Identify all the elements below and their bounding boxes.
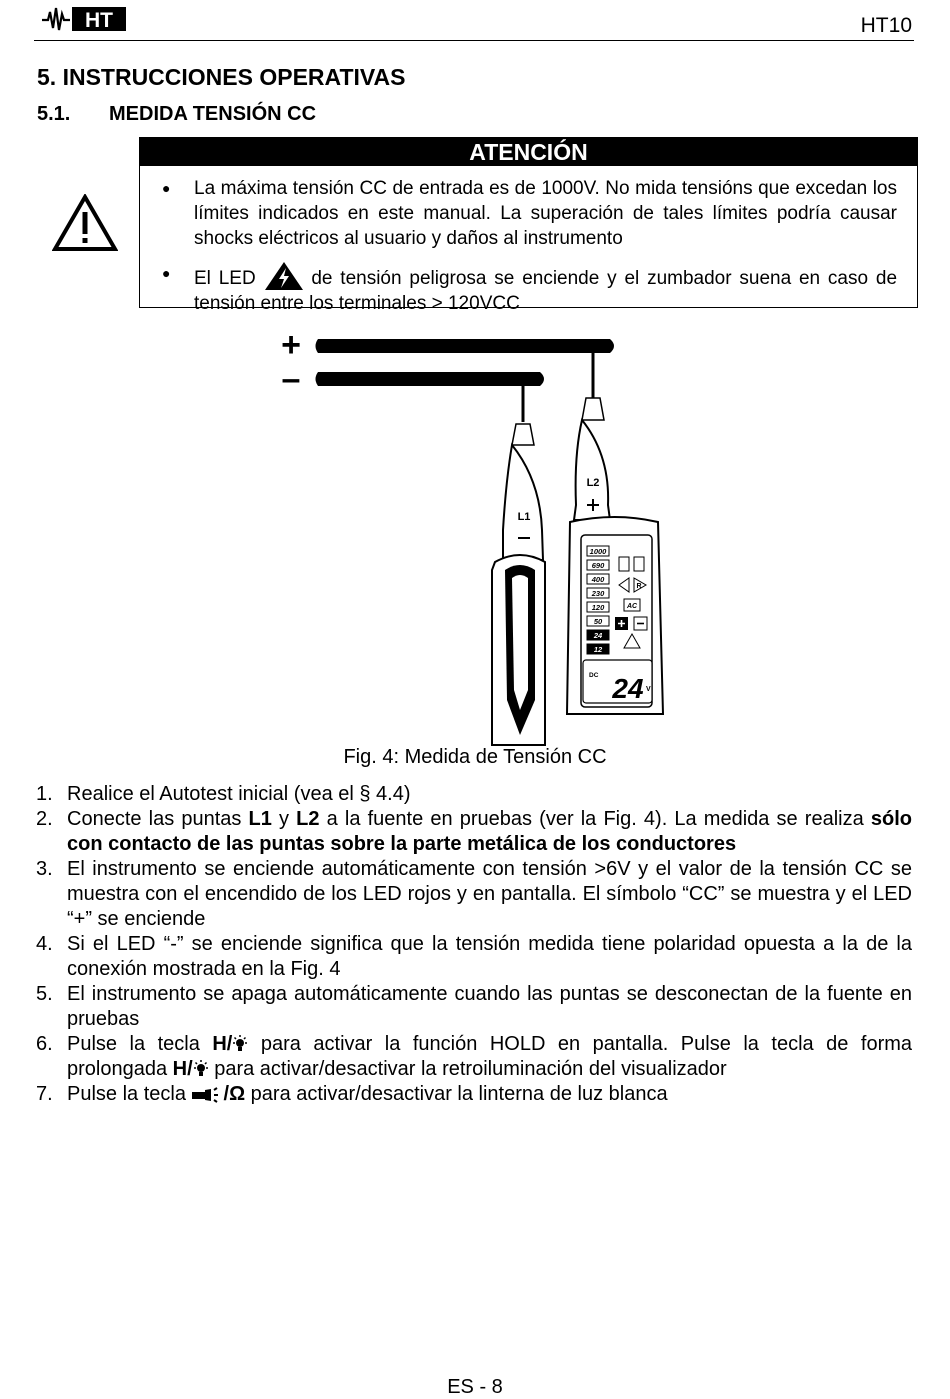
step-number: 7. [36, 1083, 53, 1105]
step-item [36, 1082, 912, 1107]
page-number: ES - 8 [447, 1376, 503, 1398]
step-text: para activar la función HOLD en pantalla. Pulse la tecla de forma prolongada [67, 1033, 913, 1080]
probe-l2 [574, 343, 610, 520]
step-text: para activar/desactivar la retroiluminación del visualizador [208, 1058, 727, 1080]
scale-120: 120 [591, 603, 605, 612]
figure-caption: Fig. 4: Medida de Tensión CC [343, 746, 607, 768]
step-text: Si el LED “-” se enciende significa que la tensión medida tiene polaridad opuesta a la de la conexión mostrada en la Fig. 4 [67, 933, 912, 980]
logo-text: HT [85, 9, 113, 32]
hold-key-label: H/ [172, 1058, 193, 1080]
probe-l1-ref: L1 [248, 808, 272, 830]
step-text: El instrumento se enciende automáticamente con tensión >6V y el valor de la tensión CC se muestra con el encendido de los LED rojos y en pantalla. El símbolo “CC” se muestra y el LED “+” se enciende [67, 858, 912, 930]
negative-conductor [316, 372, 545, 386]
warning-item-text [194, 261, 897, 316]
bullet: ● [162, 265, 171, 281]
probe-l1-label: L1 [517, 511, 531, 523]
subsection-label: MEDIDA TENSIÓN CC [109, 103, 317, 125]
ac-label: AC [626, 603, 638, 610]
step-number: 1. [36, 783, 53, 805]
section-title: 5. INSTRUCCIONES OPERATIVAS [37, 64, 406, 90]
step-number: 2. [36, 808, 53, 830]
probe-l2-label: L2 [586, 477, 600, 489]
warning-item-text-a: El LED [194, 268, 256, 289]
plus-sign: + [281, 330, 301, 364]
step-text: y [271, 808, 297, 830]
step-number: 4. [36, 933, 53, 955]
step-item [36, 782, 912, 807]
step-number: 6. [36, 1033, 53, 1055]
warning-item-text-b: de tensión peligrosa se enciende y el zumbador suena en caso de tensión entre los terminales > 120VCC [194, 268, 898, 314]
step-text: Pulse la tecla [67, 1033, 213, 1055]
lcd-value: 24 [612, 673, 644, 704]
step-item [36, 1032, 912, 1082]
flashlight-icon [192, 1087, 224, 1103]
warning-triangle-icon [52, 194, 118, 252]
subsection-number: 5.1. [37, 103, 71, 125]
probe-l2-ref: L2 [296, 808, 320, 830]
scale-230: 230 [591, 589, 605, 598]
scale-690: 690 [591, 561, 605, 570]
step-text: Conecte las puntas [67, 808, 249, 830]
warning-item-text: La máxima tensión CC de entrada es de 1000V. No mida tensións que excedan los límites indicados en este manual. La superación de tales límites podría causar shocks eléctricos al usuario y daños al instrumento [194, 178, 897, 249]
step-text: Pulse la tecla [67, 1083, 192, 1105]
step-number: 5. [36, 983, 53, 1005]
scale-1000: 1000 [589, 547, 607, 556]
subsection-title [37, 103, 316, 126]
step-number: 3. [36, 858, 53, 880]
scale-400: 400 [591, 575, 605, 584]
danger-voltage-led-icon [264, 261, 304, 291]
dc-voltage-figure [270, 330, 670, 750]
step-text: El instrumento se apaga automáticamente cuando las puntas se desconectan de la fuente en pruebas [67, 983, 912, 1030]
hold-key-label: H/ [212, 1033, 233, 1055]
header-divider [34, 40, 914, 41]
step-item [36, 982, 912, 1032]
ht-logo [40, 4, 128, 34]
minus-sign: – [281, 360, 301, 398]
step-text: Realice el Autotest inicial (vea el § 4.4) [67, 783, 411, 805]
scale-24: 24 [593, 631, 603, 640]
flashlight-key-label: /Ω [223, 1083, 246, 1105]
r-label: R [636, 583, 642, 590]
lcd-unit: V [646, 686, 651, 693]
step-text: a la fuente en pruebas (ver la Fig. 4). La medida se realiza [319, 808, 871, 830]
step-item [36, 807, 912, 857]
bullet: ● [162, 180, 171, 196]
steps-list [36, 782, 912, 1107]
backlight-bulb-icon [232, 1035, 248, 1053]
warning-box [139, 137, 918, 314]
positive-conductor [316, 339, 615, 353]
probe-l1 [492, 385, 545, 745]
step-text: para activar/desactivar la linterna de luz blanca [245, 1083, 668, 1105]
scale-12: 12 [593, 645, 603, 654]
step-item [36, 932, 912, 982]
step-item [36, 857, 912, 932]
dc-label: DC [589, 672, 599, 679]
backlight-bulb-icon [193, 1060, 209, 1078]
model-name: HT10 [860, 14, 912, 37]
warning-title: ATENCIÓN [140, 138, 917, 166]
scale-50: 50 [593, 617, 603, 626]
tester-body [567, 517, 663, 714]
step-bold-text: sólo con contacto de las puntas sobre la parte metálica de los conductores [67, 808, 912, 855]
